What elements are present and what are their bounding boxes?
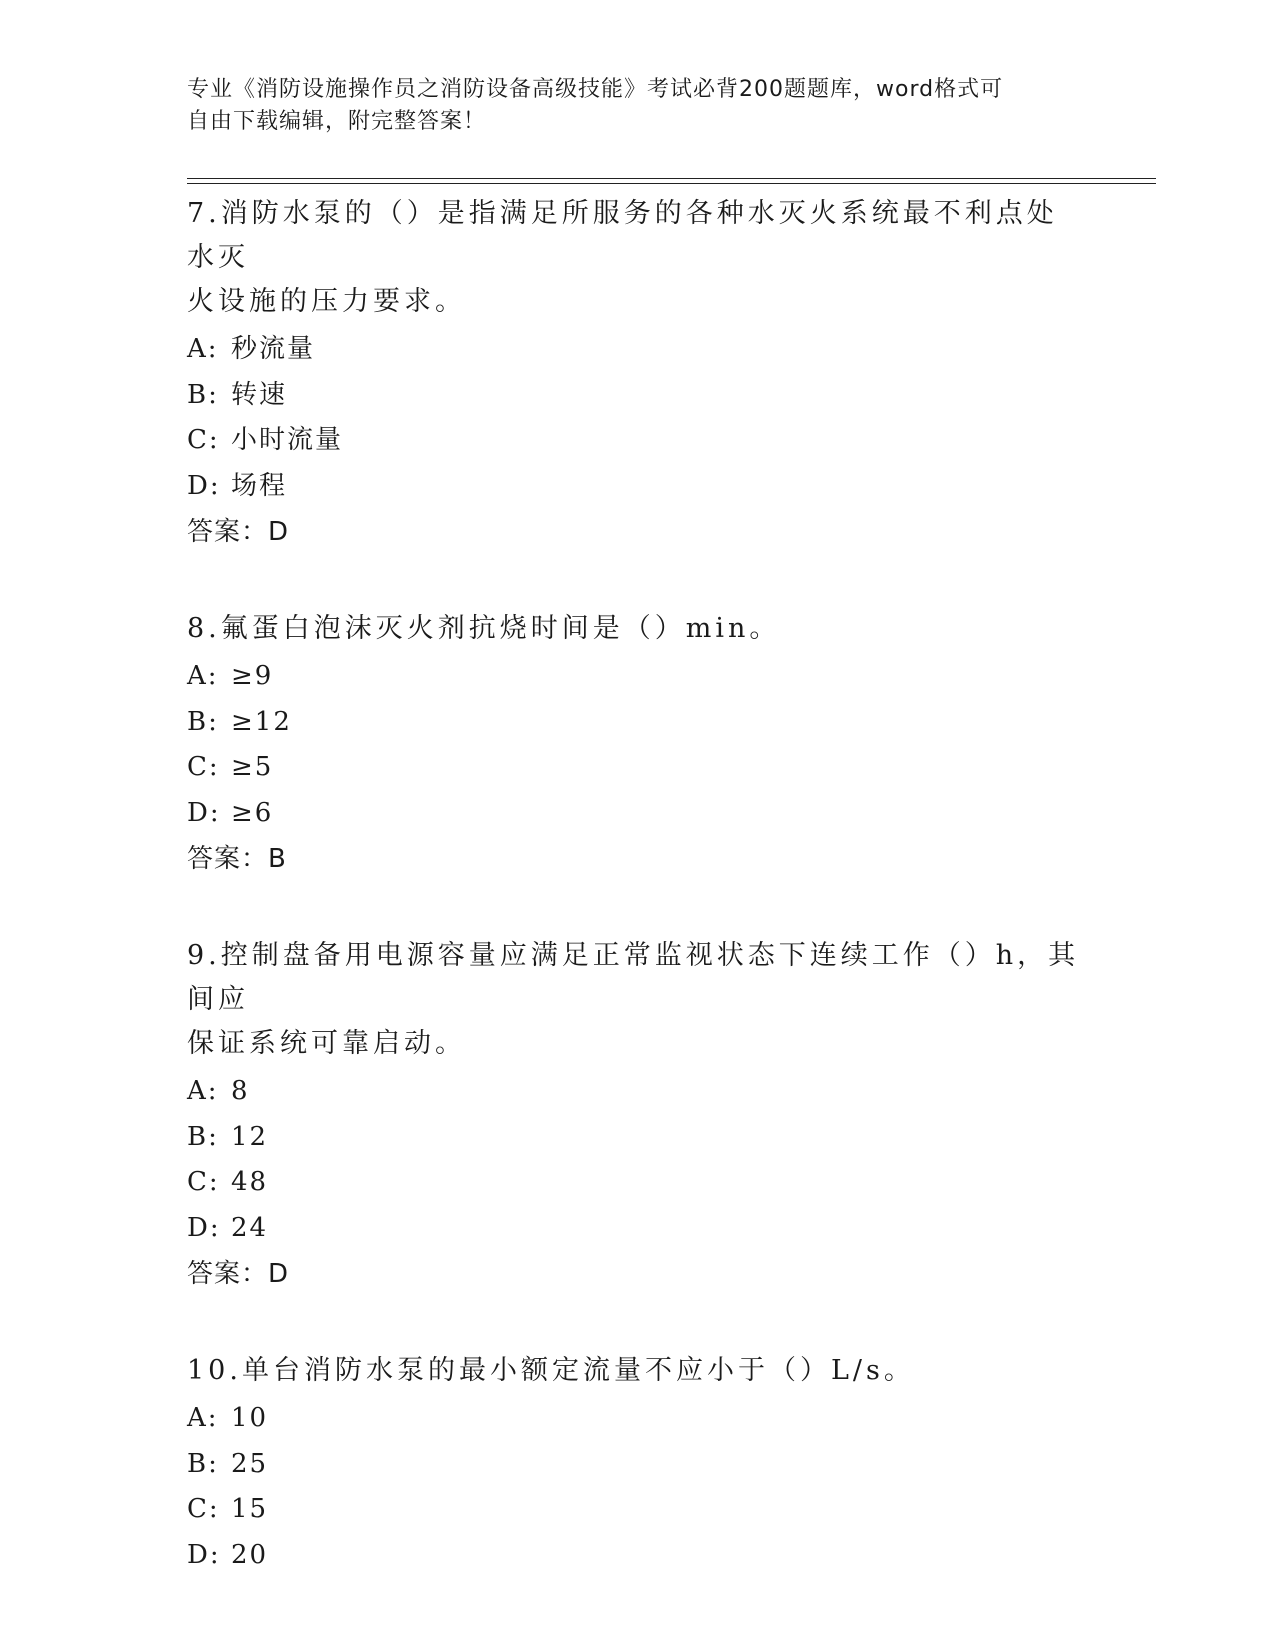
option-c xyxy=(187,745,1087,791)
option-letter: D: xyxy=(187,1212,221,1243)
option-d xyxy=(187,791,1087,837)
option-text: 10 xyxy=(231,1403,269,1433)
option-d xyxy=(187,1206,1087,1252)
question-stem xyxy=(187,1347,1087,1393)
option-text: 转速 xyxy=(231,379,288,410)
option-letter: D: xyxy=(187,470,221,501)
option-b xyxy=(187,700,1087,746)
question-stem-line: 9.控制盘备用电源容量应满足正常监视状态下连续工作（）h，其间应 xyxy=(187,940,1080,1015)
option-letter: A: xyxy=(187,661,219,691)
option-a xyxy=(187,1396,1087,1442)
option-c xyxy=(187,418,1087,464)
option-letter: A: xyxy=(187,1403,219,1433)
option-letter: A: xyxy=(187,1076,219,1106)
option-letter: C: xyxy=(187,1494,220,1524)
option-text: ≥6 xyxy=(231,797,274,828)
option-text: ≥9 xyxy=(231,661,274,691)
question-10 xyxy=(187,1347,1087,1578)
answer-label: 答案：D xyxy=(187,1259,290,1289)
option-d xyxy=(187,464,1087,510)
option-text: 12 xyxy=(231,1121,269,1152)
option-text: 15 xyxy=(231,1494,269,1524)
option-b xyxy=(187,373,1087,419)
option-text: 20 xyxy=(231,1539,269,1570)
option-b xyxy=(187,1115,1087,1161)
option-text: 8 xyxy=(231,1076,250,1106)
option-letter: C: xyxy=(187,425,220,455)
option-letter: B: xyxy=(187,706,219,737)
option-text: 秒流量 xyxy=(231,334,316,364)
option-d xyxy=(187,1533,1087,1579)
option-a xyxy=(187,327,1087,373)
option-text: 48 xyxy=(231,1167,269,1197)
option-text: ≥5 xyxy=(231,752,274,782)
answer-label: 答案：D xyxy=(187,517,290,547)
option-text: 小时流量 xyxy=(231,425,344,455)
question-stem-line: 火设施的压力要求。 xyxy=(187,286,466,317)
question-stem xyxy=(187,190,1087,324)
document-header xyxy=(187,74,1067,138)
answer-label: 答案：B xyxy=(187,844,287,874)
question-stem-line: 保证系统可靠启动。 xyxy=(187,1028,466,1059)
question-stem-line: 7.消防水泵的（）是指满足所服务的各种水灭火系统最不利点处水灭 xyxy=(187,198,1058,273)
question-stem-line: 10.单台消防水泵的最小额定流量不应小于（）L/s。 xyxy=(187,1355,915,1386)
question-9 xyxy=(187,932,1087,1296)
question-8 xyxy=(187,605,1087,881)
header-line-2: 自由下载编辑，附完整答案！ xyxy=(187,109,487,134)
question-stem xyxy=(187,605,1087,651)
option-letter: B: xyxy=(187,1448,219,1479)
header-line-1: 专业《消防设施操作员之消防设备高级技能》考试必背200题题库，word格式可 xyxy=(187,77,1004,102)
option-a xyxy=(187,654,1087,700)
header-divider-bottom xyxy=(187,183,1156,184)
question-list xyxy=(187,190,1087,1629)
question-stem xyxy=(187,932,1087,1066)
option-text: 25 xyxy=(231,1448,269,1479)
option-letter: B: xyxy=(187,379,219,410)
option-a xyxy=(187,1069,1087,1115)
option-letter: B: xyxy=(187,1121,219,1152)
option-text: 场程 xyxy=(231,470,288,501)
option-c xyxy=(187,1487,1087,1533)
header-divider-top xyxy=(187,178,1156,179)
option-letter: D: xyxy=(187,1539,221,1570)
option-letter: C: xyxy=(187,1167,220,1197)
option-letter: A: xyxy=(187,334,219,364)
option-letter: D: xyxy=(187,797,221,828)
option-text: 24 xyxy=(231,1212,269,1243)
question-stem-line: 8.氟蛋白泡沫灭火剂抗烧时间是（）min。 xyxy=(187,613,781,644)
option-b xyxy=(187,1442,1087,1488)
question-7 xyxy=(187,190,1087,554)
option-text: ≥12 xyxy=(231,706,292,737)
option-letter: C: xyxy=(187,752,220,782)
option-c xyxy=(187,1160,1087,1206)
